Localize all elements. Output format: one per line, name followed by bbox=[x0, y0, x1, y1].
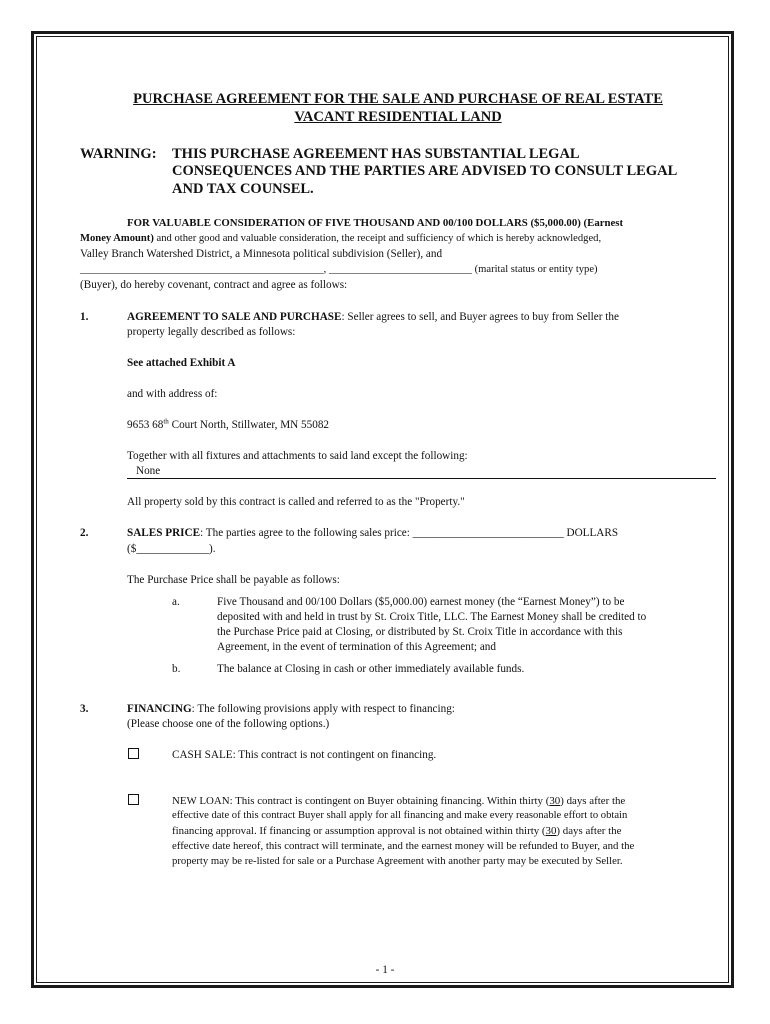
fixtures-underline bbox=[127, 478, 716, 479]
new-loan-line1-end: ) days after the bbox=[560, 795, 626, 807]
payable-intro: The Purchase Price shall be payable as follows: bbox=[127, 574, 340, 586]
intro-line2 bbox=[80, 233, 601, 244]
new-loan-line1 bbox=[172, 795, 625, 807]
financing-application-days: 30 bbox=[549, 795, 561, 807]
section3-title: FINANCING bbox=[127, 703, 192, 715]
section3-heading-rest: : The following provisions apply with respect to financing: bbox=[191, 703, 455, 715]
item-a-line4: Agreement, in the event of termination of this Agreement; and bbox=[217, 641, 496, 653]
item-b-label: b. bbox=[172, 663, 181, 675]
fixtures-exceptions-value: None bbox=[136, 465, 161, 477]
new-loan-line4: effective date hereof, this contract will terminate, and the earnest money will be refunded to Buyer, and the bbox=[172, 840, 635, 852]
item-a-label: a. bbox=[172, 596, 180, 608]
new-loan-line3 bbox=[172, 825, 621, 837]
section2-title: SALES PRICE bbox=[127, 527, 201, 539]
section2-heading bbox=[127, 527, 618, 539]
financing-approval-days: 30 bbox=[545, 825, 557, 837]
section2-number: 2. bbox=[80, 527, 89, 539]
new-loan-line5: property may be re-listed for sale or a Purchase Agreement with another party may be executed by Seller. bbox=[172, 855, 623, 867]
address-ordinal: th bbox=[163, 417, 169, 426]
new-loan-line2: effective date of this contract Buyer shall apply for all financing and make every reasonable effort to obtain bbox=[172, 810, 628, 821]
earnest-money-amount-label: Money Amount) bbox=[80, 233, 154, 244]
address-number: 9653 68 bbox=[127, 419, 164, 431]
address-intro: and with address of: bbox=[127, 388, 218, 400]
cash-sale-text: CASH SALE: This contract is not contingent on financing. bbox=[172, 749, 437, 761]
new-loan-line3-start: financing approval. If financing or assumption approval is not obtained within thirty ( bbox=[172, 825, 546, 837]
buyer-name-line: ______________________________________________, ___________________________ (marital status or entity type) bbox=[80, 264, 598, 275]
sales-price-blank: : The parties agree to the following sales price: ___________________________ DOLLARS bbox=[200, 527, 619, 539]
warning-label: WARNING: bbox=[80, 146, 157, 162]
section1-heading-rest: : Seller agrees to sell, and Buyer agrees to buy from Seller the bbox=[341, 311, 619, 323]
intro-line2-rest: and other good and valuable consideration, the receipt and sufficiency of which is hereby acknowledged, bbox=[153, 233, 602, 244]
new-loan-line3-end: ) days after the bbox=[556, 825, 622, 837]
item-b-line1: The balance at Closing in cash or other immediately available funds. bbox=[217, 663, 525, 675]
section1-title: AGREEMENT TO SALE AND PURCHASE bbox=[127, 311, 342, 323]
warning-line3: AND TAX COUNSEL. bbox=[172, 181, 314, 197]
address-rest: Court North, Stillwater, MN 55082 bbox=[168, 419, 330, 431]
item-a-line2: deposited with and held in trust by St. Croix Title, LLC. The Earnest Money shall be credited to bbox=[217, 611, 647, 623]
document-title-line1: PURCHASE AGREEMENT FOR THE SALE AND PURCHASE OF REAL ESTATE bbox=[133, 91, 663, 107]
section3-number: 3. bbox=[80, 703, 89, 715]
intro-line5: (Buyer), do hereby covenant, contract and agree as follows: bbox=[80, 279, 348, 291]
new-loan-checkbox[interactable] bbox=[128, 794, 139, 805]
property-definition: All property sold by this contract is called and referred to as the "Property." bbox=[127, 496, 465, 508]
fixtures-text: Together with all fixtures and attachments to said land except the following: bbox=[127, 450, 468, 462]
item-a-line1: Five Thousand and 00/100 Dollars ($5,000.00) earnest money (the “Earnest Money”) to be bbox=[217, 596, 625, 608]
page-number: - 1 - bbox=[375, 964, 395, 976]
cash-sale-checkbox[interactable] bbox=[128, 748, 139, 759]
document-title-line2: VACANT RESIDENTIAL LAND bbox=[294, 109, 502, 125]
new-loan-line1-start: NEW LOAN: This contract is contingent on Buyer obtaining financing. Within thirty ( bbox=[172, 795, 550, 807]
section3-heading bbox=[127, 703, 455, 715]
section3-line2: (Please choose one of the following options.) bbox=[127, 718, 330, 730]
section1-line2: property legally described as follows: bbox=[127, 326, 296, 338]
warning-line2: CONSEQUENCES AND THE PARTIES ARE ADVISED TO CONSULT LEGAL bbox=[172, 163, 678, 179]
sales-price-amount-blank: ($_____________). bbox=[127, 543, 216, 555]
warning-line1: THIS PURCHASE AGREEMENT HAS SUBSTANTIAL LEGAL bbox=[172, 146, 580, 162]
property-address bbox=[127, 419, 329, 431]
intro-line1: FOR VALUABLE CONSIDERATION OF FIVE THOUSAND AND 00/100 DOLLARS ($5,000.00) (Earnest bbox=[127, 217, 624, 229]
intro-line3: Valley Branch Watershed District, a Minnesota political subdivision (Seller), and bbox=[80, 248, 443, 260]
exhibit-reference: See attached Exhibit A bbox=[127, 357, 236, 369]
section1-number: 1. bbox=[80, 311, 89, 323]
item-a-line3: the Purchase Price paid at Closing, or distributed by St. Croix Title in accordance with this bbox=[217, 626, 623, 638]
section1-heading bbox=[127, 311, 619, 323]
